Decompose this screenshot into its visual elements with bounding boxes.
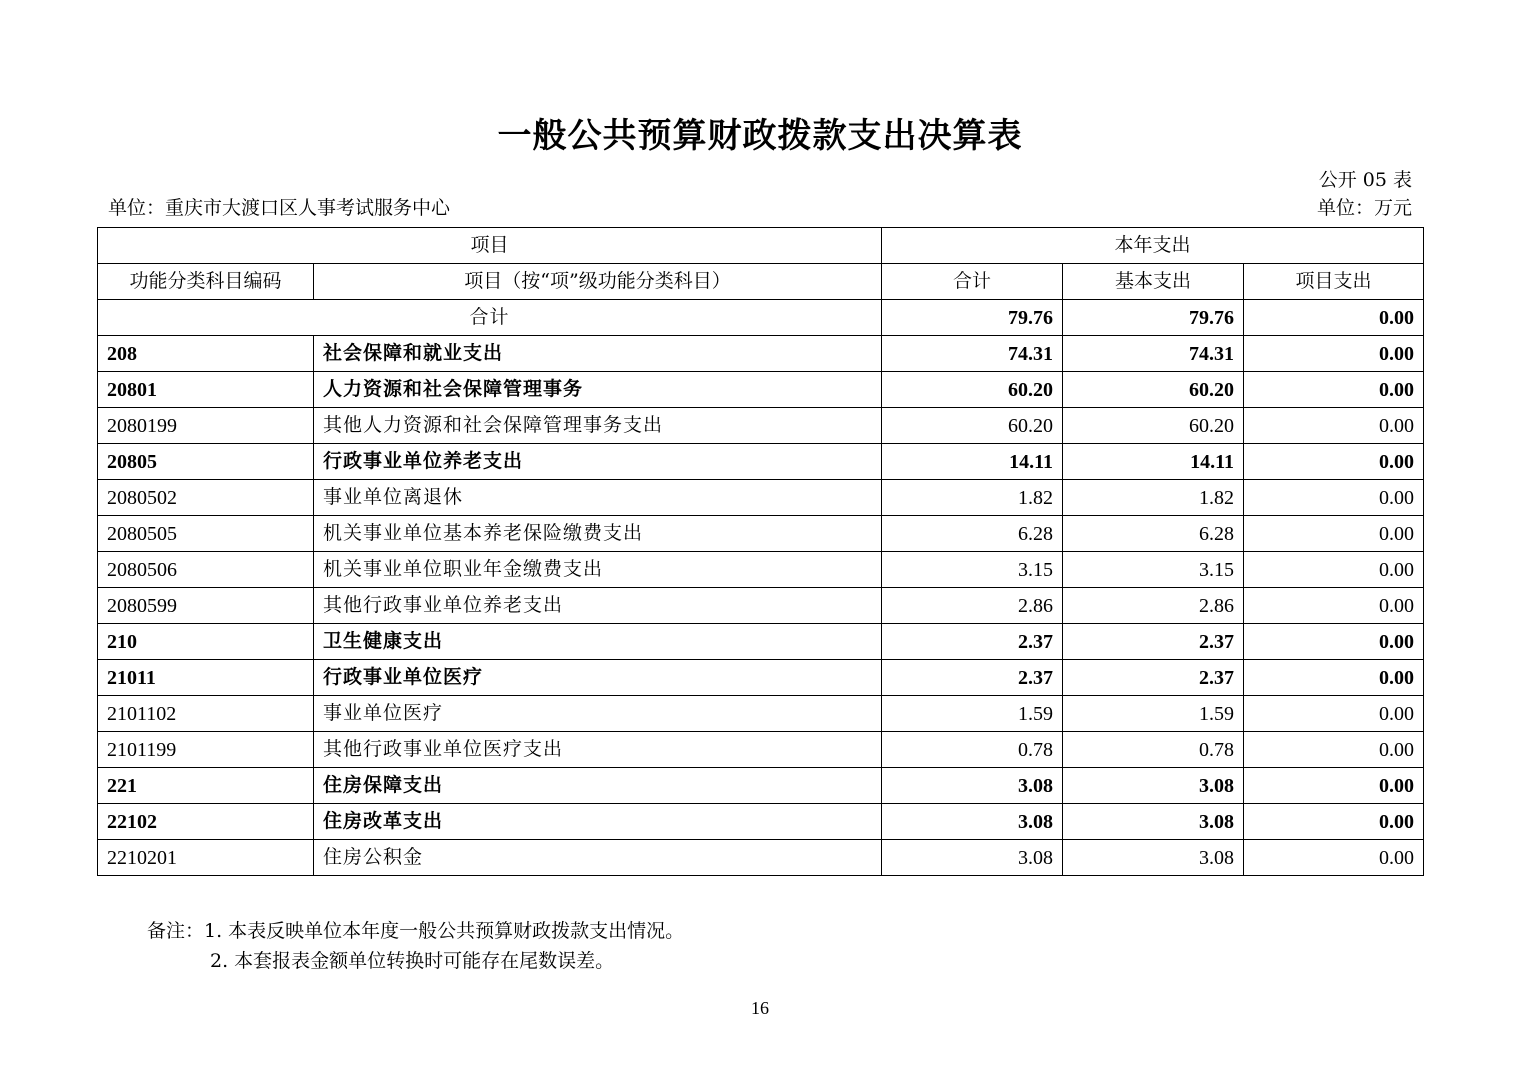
row-basic: 3.08 [1063, 768, 1244, 804]
row-basic: 0.78 [1063, 732, 1244, 768]
table-row [98, 804, 1424, 840]
row-total: 2.86 [882, 588, 1063, 624]
row-name: 卫生健康支出 [314, 624, 882, 660]
row-basic: 1.82 [1063, 480, 1244, 516]
row-total: 1.59 [882, 696, 1063, 732]
row-project: 0.00 [1244, 372, 1424, 408]
reporting-unit: 单位：重庆市大渡口区人事考试服务中心 [108, 197, 451, 219]
page-title: 一般公共预算财政拨款支出决算表 [497, 116, 1023, 156]
row-code: 210 [98, 624, 314, 660]
row-total: 2.37 [882, 660, 1063, 696]
row-code: 2101102 [98, 696, 314, 732]
table-row [98, 408, 1424, 444]
row-total: 2.37 [882, 624, 1063, 660]
row-name: 其他人力资源和社会保障管理事务支出 [314, 408, 882, 444]
header-project: 项目 [98, 228, 882, 264]
row-name: 事业单位医疗 [314, 696, 882, 732]
budget-table [97, 227, 1424, 876]
row-name: 其他行政事业单位养老支出 [314, 588, 882, 624]
row-code: 21011 [98, 660, 314, 696]
header-basic: 基本支出 [1063, 264, 1244, 300]
row-project: 0.00 [1244, 480, 1424, 516]
row-name: 社会保障和就业支出 [314, 336, 882, 372]
total-label: 合计 [98, 300, 882, 336]
row-code: 221 [98, 768, 314, 804]
row-name: 人力资源和社会保障管理事务 [314, 372, 882, 408]
row-total: 3.08 [882, 804, 1063, 840]
note-line-2: 2. 本套报表金额单位转换时可能存在尾数误差。 [210, 950, 615, 972]
row-project: 0.00 [1244, 840, 1424, 876]
row-basic: 2.37 [1063, 624, 1244, 660]
row-project: 0.00 [1244, 444, 1424, 480]
row-total: 6.28 [882, 516, 1063, 552]
table-row [98, 372, 1424, 408]
row-total: 14.11 [882, 444, 1063, 480]
row-basic: 3.08 [1063, 840, 1244, 876]
row-code: 20805 [98, 444, 314, 480]
row-code: 2080502 [98, 480, 314, 516]
row-project: 0.00 [1244, 804, 1424, 840]
row-name: 其他行政事业单位医疗支出 [314, 732, 882, 768]
row-basic: 6.28 [1063, 516, 1244, 552]
row-basic: 2.37 [1063, 660, 1244, 696]
row-basic: 1.59 [1063, 696, 1244, 732]
row-code: 2080599 [98, 588, 314, 624]
total-amount: 79.76 [882, 300, 1063, 336]
row-total: 60.20 [882, 408, 1063, 444]
row-basic: 3.15 [1063, 552, 1244, 588]
header-row-2 [98, 264, 1424, 300]
table-row [98, 336, 1424, 372]
row-project: 0.00 [1244, 588, 1424, 624]
row-name: 行政事业单位养老支出 [314, 444, 882, 480]
row-total: 0.78 [882, 732, 1063, 768]
row-project: 0.00 [1244, 624, 1424, 660]
row-total: 74.31 [882, 336, 1063, 372]
row-project: 0.00 [1244, 552, 1424, 588]
row-code: 2080506 [98, 552, 314, 588]
header-total: 合计 [882, 264, 1063, 300]
row-name: 事业单位离退休 [314, 480, 882, 516]
row-name: 住房改革支出 [314, 804, 882, 840]
currency-unit: 单位：万元 [1316, 197, 1412, 219]
table-row [98, 516, 1424, 552]
table-row [98, 588, 1424, 624]
row-project: 0.00 [1244, 336, 1424, 372]
table-row [98, 840, 1424, 876]
notes [147, 916, 684, 976]
row-total: 3.08 [882, 840, 1063, 876]
table-row [98, 552, 1424, 588]
row-code: 2080199 [98, 408, 314, 444]
row-basic: 60.20 [1063, 408, 1244, 444]
row-basic: 14.11 [1063, 444, 1244, 480]
table-row [98, 480, 1424, 516]
table-row [98, 624, 1424, 660]
row-code: 22102 [98, 804, 314, 840]
row-basic: 60.20 [1063, 372, 1244, 408]
row-total: 3.08 [882, 768, 1063, 804]
row-code: 20801 [98, 372, 314, 408]
row-name: 机关事业单位基本养老保险缴费支出 [314, 516, 882, 552]
row-basic: 3.08 [1063, 804, 1244, 840]
row-name: 机关事业单位职业年金缴费支出 [314, 552, 882, 588]
header-row-1 [98, 228, 1424, 264]
row-total: 1.82 [882, 480, 1063, 516]
total-row [98, 300, 1424, 336]
row-name: 住房公积金 [314, 840, 882, 876]
row-total: 60.20 [882, 372, 1063, 408]
row-project: 0.00 [1244, 768, 1424, 804]
table-row [98, 732, 1424, 768]
table-row [98, 444, 1424, 480]
row-project: 0.00 [1244, 408, 1424, 444]
row-code: 2101199 [98, 732, 314, 768]
row-project: 0.00 [1244, 732, 1424, 768]
table-row [98, 696, 1424, 732]
page-number: 16 [751, 998, 769, 1018]
row-code: 2210201 [98, 840, 314, 876]
form-number: 公开 05 表 [1318, 169, 1412, 191]
row-name: 行政事业单位医疗 [314, 660, 882, 696]
row-project: 0.00 [1244, 696, 1424, 732]
header-name: 项目（按“项”级功能分类科目） [314, 264, 882, 300]
header-code: 功能分类科目编码 [98, 264, 314, 300]
note-line-1: 备注：1. 本表反映单位本年度一般公共预算财政拨款支出情况。 [147, 920, 685, 942]
row-project: 0.00 [1244, 660, 1424, 696]
table-row [98, 768, 1424, 804]
row-basic: 74.31 [1063, 336, 1244, 372]
row-code: 208 [98, 336, 314, 372]
row-project: 0.00 [1244, 516, 1424, 552]
row-basic: 2.86 [1063, 588, 1244, 624]
row-total: 3.15 [882, 552, 1063, 588]
row-code: 2080505 [98, 516, 314, 552]
total-basic: 79.76 [1063, 300, 1244, 336]
header-project-expense: 项目支出 [1244, 264, 1424, 300]
header-current-year: 本年支出 [882, 228, 1424, 264]
row-name: 住房保障支出 [314, 768, 882, 804]
total-project: 0.00 [1244, 300, 1424, 336]
table-row [98, 660, 1424, 696]
